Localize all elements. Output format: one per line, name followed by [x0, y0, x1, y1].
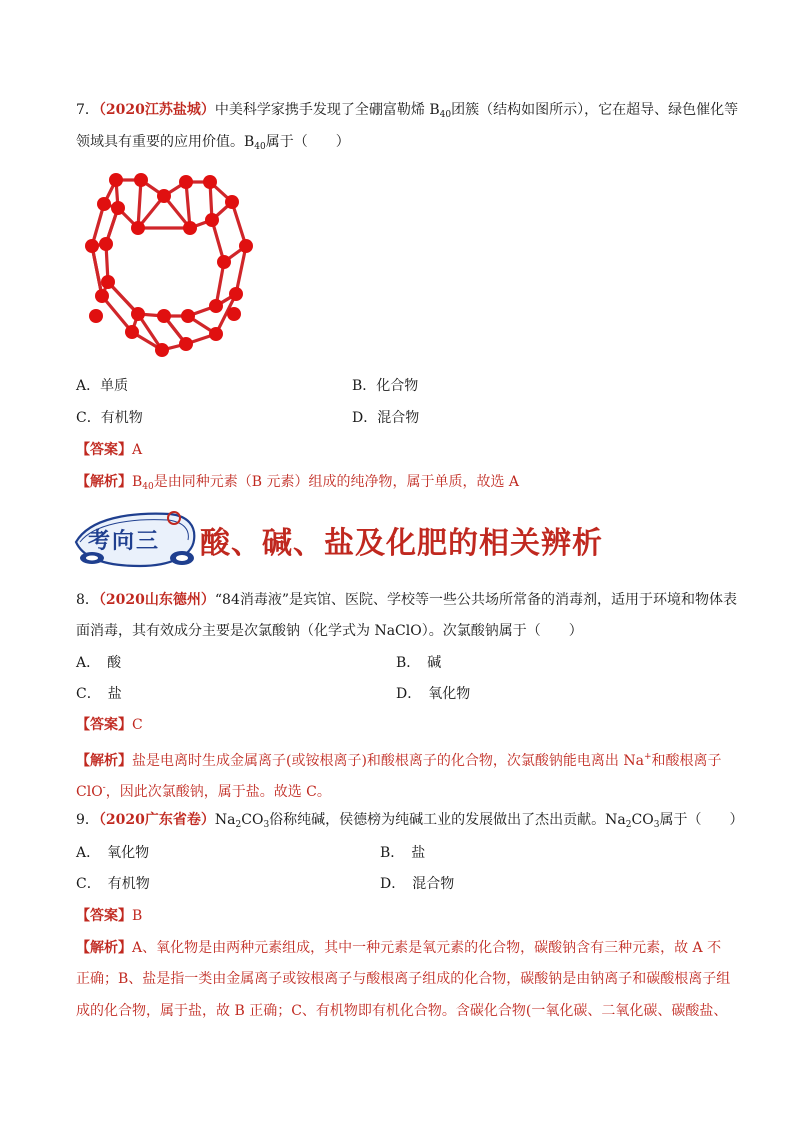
q7-option-c: C．有机物: [76, 410, 143, 426]
q9-option-c: C． 有机物: [76, 876, 150, 892]
q9-analysis-line1: [76, 938, 734, 958]
q8-analysis-line1: [76, 747, 734, 771]
q9-number: 9．: [76, 812, 99, 828]
q9-text: 俗称纯碱，侯德榜为纯碱工业的发展做出了杰出贡献。Na: [269, 812, 626, 828]
q9-option-b: B． 盐: [380, 845, 426, 861]
q7-subscript: 40: [439, 110, 452, 120]
q8-option-a: A． 酸: [76, 655, 122, 671]
q7-text-cont: 团簇（结构如图所示），它在超导、绿色催化等: [451, 102, 739, 118]
q8-analysis2-text-cont: ，因此次氯酸钠，属于盐。故选 C。: [105, 784, 331, 800]
q7-source: （2020江苏盐城）: [98, 102, 215, 118]
q9-analysis-text1: A、氧化物是由两种元素组成，其中一种元素是氧元素的化合物，碳酸钠含有三种元素，故 A 不: [132, 940, 722, 956]
b40-molecule-image: [66, 166, 266, 362]
q7-analysis-text: B: [132, 474, 143, 490]
q7-answer: [76, 440, 734, 460]
q7-line2-subscript: 40: [254, 142, 266, 152]
q8-analysis-text-cont: 和酸根离子: [651, 753, 722, 769]
q7-line2-text: 领域具有重要的应用价值。B: [76, 134, 255, 150]
q7-analysis-label: 【解析】: [76, 474, 132, 490]
q8-text: “84消毒液”是宾馆、医院、学校等一些公共场所常备的消毒剂，适用于环境和物体表: [214, 592, 738, 608]
q7-analysis-subscript: 40: [142, 482, 154, 492]
q8-stem-line2: 面消毒，其有效成分主要是次氯酸钠（化学式为 NaClO）。次氯酸钠属于（ ）: [76, 623, 583, 639]
q8-source: （2020山东德州）: [98, 592, 215, 608]
q7-stem-line2: [76, 132, 734, 157]
q8-answer-value: C: [132, 717, 143, 733]
q8-analysis-label: 【解析】: [76, 753, 132, 769]
q8-analysis2-text: ClO: [76, 784, 103, 800]
q7-text: 中美科学家携手发现了全硼富勒烯 B: [214, 102, 440, 118]
q9-answer-label: 【答案】: [76, 908, 132, 924]
q8-answer-label: 【答案】: [76, 717, 132, 733]
q9-sub4: 3: [653, 820, 660, 830]
q7-option-b: B．化合物: [352, 378, 419, 394]
q9-formula-co2: CO: [631, 812, 654, 828]
q9-sub3: 2: [625, 820, 632, 830]
q8-analysis-text: 盐是电离时生成金属离子(或铵根离子)和酸根离子的化合物，次氯酸钠能电离出 Na: [132, 753, 644, 769]
q8-answer: [76, 715, 734, 735]
q7-option-d: D．混合物: [352, 410, 420, 426]
q9-sub1: 2: [235, 820, 242, 830]
q9-source: （2020广东省卷）: [98, 812, 215, 828]
q9-formula-co: CO: [241, 812, 264, 828]
q7-number: 7．: [76, 102, 99, 118]
q9-analysis-line2: 正确；B、盐是指一类由金属离子或铵根离子与酸根离子组成的化合物，碳酸钠是由钠离子和碳酸根离子组: [76, 971, 731, 987]
q9-formula-na: Na: [214, 812, 236, 828]
q9-option-d: D． 混合物: [380, 876, 455, 892]
q9-answer-value: B: [132, 908, 143, 924]
q7-analysis: [76, 472, 734, 497]
q8-number: 8．: [76, 592, 99, 608]
q8-analysis2-superscript: -: [102, 783, 106, 793]
q7-option-a: A．单质: [76, 378, 129, 394]
q8-option-c: C． 盐: [76, 686, 122, 702]
q8-option-d: D． 氧化物: [396, 686, 471, 702]
q9-analysis-line3: 成的化合物，属于盐，故 B 正确；C、有机物即有机化合物。含碳化合物(一氧化碳、二氧化碳、碳酸盐、: [76, 1003, 728, 1019]
section-title: 酸、碱、盐及化肥的相关辨析: [200, 526, 603, 561]
q9-answer: [76, 906, 734, 926]
q9-stem: [76, 810, 744, 835]
q9-option-a: A． 氧化物: [76, 845, 150, 861]
q8-analysis-superscript: +: [643, 752, 652, 762]
section-badge: 考向三: [88, 528, 161, 554]
q9-analysis-label: 【解析】: [76, 940, 132, 956]
q7-answer-value: A: [132, 442, 143, 458]
q7-line2-text-cont: 属于（ ）: [265, 134, 350, 150]
q8-option-b: B． 碱: [396, 655, 442, 671]
q8-analysis-line2: [76, 778, 734, 802]
q7-stem-line1: [76, 100, 739, 125]
q7-analysis-text-cont: 是由同种元素（B 元素）组成的纯净物，属于单质，故选 A: [153, 474, 520, 490]
q9-text-end: 属于（ ）: [659, 812, 744, 828]
q9-sub2: 3: [263, 820, 270, 830]
q8-stem-line1: [76, 590, 738, 610]
q7-answer-label: 【答案】: [76, 442, 132, 458]
